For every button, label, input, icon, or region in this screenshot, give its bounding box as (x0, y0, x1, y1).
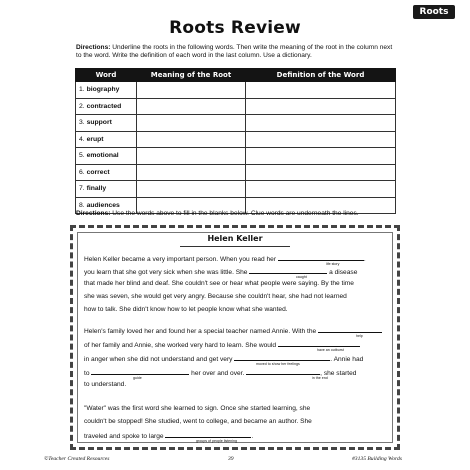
word-cell (76, 82, 137, 99)
root-meaning-cell[interactable] (137, 131, 246, 148)
story-line-9: to her over and over. , she started (84, 370, 357, 377)
directions-2 (76, 210, 396, 218)
word-number: 1. (79, 86, 85, 94)
word-cell (76, 148, 137, 165)
blank-3[interactable] (318, 326, 382, 333)
directions-1 (76, 44, 396, 61)
word-cell (76, 115, 137, 132)
directions-text: Use the words above to fill in the blanks below. Clue words are underneath the lines. (110, 210, 359, 217)
word-cell (76, 164, 137, 181)
table-row (76, 181, 396, 198)
root-meaning-cell[interactable] (137, 115, 246, 132)
table-row (76, 164, 396, 181)
root-meaning-cell[interactable] (137, 148, 246, 165)
story-line-7: of her family and Annie, she worked very hard to learn. She would (84, 340, 360, 349)
story-line-6: Helen's family loved her and found her a special teacher named Annie. With the (84, 326, 382, 335)
word-label: biography (86, 86, 120, 94)
table-row (76, 98, 396, 115)
word-cell (76, 98, 137, 115)
blank-4[interactable] (278, 340, 360, 347)
clue-8: groups of people listening (196, 439, 237, 443)
directions-text: Underline the roots in the following words. Then write the meaning of the root in the column next to the word. Write the definition of each word in the last column. Use a dictionary. (76, 44, 393, 60)
definition-cell[interactable] (246, 148, 396, 165)
root-meaning-cell[interactable] (137, 164, 246, 181)
blank-2[interactable] (249, 267, 327, 274)
story-line-1: Helen Keller became a very important person. When you read her . (84, 256, 366, 263)
word-number: 5. (79, 152, 85, 160)
word-label: erupt (86, 135, 104, 143)
word-label: audiences (86, 201, 120, 209)
table-header-row (76, 69, 396, 82)
word-number: 8. (79, 201, 85, 209)
definition-cell[interactable] (246, 164, 396, 181)
table-row (76, 131, 396, 148)
story-line-13: traveled and spoke to large . (84, 433, 254, 440)
clue-4: have an outburst (317, 348, 344, 352)
word-number: 2. (79, 102, 85, 110)
definition-cell[interactable] (246, 98, 396, 115)
word-cell (76, 131, 137, 148)
clue-2: caught (296, 275, 307, 279)
table-row (76, 82, 396, 99)
story-line-3: that made her blind and deaf. She couldn't see or hear what people were saying. By the time (84, 280, 354, 287)
clue-7: in the end (312, 376, 328, 380)
blank-6[interactable] (91, 368, 189, 375)
column-header-word: Word (76, 69, 137, 82)
column-header-meaning: Meaning of the Root (137, 69, 246, 82)
blank-1[interactable] (278, 254, 364, 261)
word-label: support (86, 119, 112, 127)
section-tag: Roots (413, 5, 455, 19)
story-title: Helen Keller (207, 234, 263, 243)
definition-cell[interactable] (246, 115, 396, 132)
word-number: 4. (79, 135, 85, 143)
clue-6: guide (133, 376, 142, 380)
footer-page-number: 39 (228, 456, 234, 462)
story-line-8: in anger when she did not understand and get very . Annie had (84, 356, 364, 363)
word-cell (76, 181, 137, 198)
roots-table (75, 68, 396, 214)
story-line-12: couldn't be stopped! She studied, went to college, and became an author. She (84, 418, 312, 425)
word-label: correct (86, 168, 110, 176)
page-title: Roots Review (169, 18, 301, 38)
word-label: finally (86, 185, 107, 193)
directions-lead: Directions: (76, 210, 111, 217)
footer-copyright: ©Teacher Created Resources (44, 456, 110, 462)
story-line-4: she was seven, she would get very angry. Because she couldn't hear, she had not learned (84, 293, 347, 300)
definition-cell[interactable] (246, 181, 396, 198)
word-number: 6. (79, 168, 85, 176)
story-line-5: how to talk. She didn't know how to let people know what she wanted. (84, 306, 288, 313)
table-row (76, 148, 396, 165)
root-meaning-cell[interactable] (137, 98, 246, 115)
directions-lead: Directions: (76, 44, 111, 51)
word-number: 7. (79, 185, 85, 193)
story-line-2: you learn that she got very sick when she was little. She a disease (84, 269, 358, 276)
clue-3: help (356, 334, 363, 338)
definition-cell[interactable] (246, 82, 396, 99)
definition-cell[interactable] (246, 131, 396, 148)
blank-5[interactable] (234, 354, 330, 361)
word-label: contracted (86, 102, 122, 110)
blank-7[interactable] (246, 368, 320, 375)
root-meaning-cell[interactable] (137, 181, 246, 198)
clue-1: life story (326, 262, 340, 266)
blank-8[interactable] (165, 431, 251, 438)
root-meaning-cell[interactable] (137, 82, 246, 99)
story-line-11: "Water" was the first word she learned to sign. Once she started learning, she (84, 405, 311, 412)
story-line-10: to understand. (84, 381, 127, 388)
word-label: emotional (86, 152, 119, 160)
footer-book-code: #3135 Building Words (352, 456, 402, 462)
word-number: 3. (79, 119, 85, 127)
clue-5: moved to show her feelings (256, 362, 300, 366)
table-row (76, 115, 396, 132)
story-title-rule (180, 246, 290, 247)
column-header-definition: Definition of the Word (246, 69, 396, 82)
